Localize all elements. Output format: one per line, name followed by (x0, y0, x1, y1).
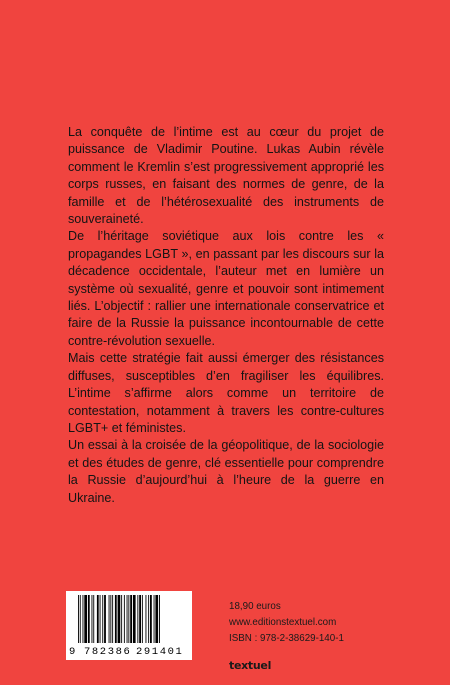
blurb-paragraph-4: Un essai à la croisée de la géopolitique, de la sociologie et des études de genre, clé essentielle pour comprendre la Russie d’aujourd’hui à l’heure de la guerre en Ukraine. (68, 438, 384, 505)
barcode-bars (70, 595, 188, 643)
barcode-digits-right: 291401 (136, 646, 184, 658)
publication-info (229, 599, 344, 648)
blurb-paragraph-1: La conquête de l’intime est au cœur du projet de puissance de Vladimir Poutine. Lukas Aubin révèle comment le Kremlin s’est progressivement approprié les corps russes, en faisant des normes de genre, de la famille et de l’hétérosexualité des instruments de souveraineté. (68, 125, 384, 227)
barcode-digit-first: 9 (69, 646, 76, 658)
blurb (68, 124, 384, 507)
website: www.editionstextuel.com (229, 617, 337, 629)
barcode-digits-left: 782386 (84, 646, 132, 658)
blurb-paragraph-2: De l’héritage soviétique aux lois contre les « propagandes LGBT », en passant par les discours sur la décadence occidentale, l’auteur met en lumière un système où sexualité, genre et pouvoir sont intimement liés. L’objectif : rallier une internationale conservatrice et faire de la Russie la puissance incontournable de cette contre-révolution sexuelle. (68, 229, 384, 348)
price: 18,90 euros (229, 601, 281, 612)
publisher-logo: textuel (229, 659, 272, 672)
barcode (66, 591, 192, 660)
isbn: ISBN : 978-2-38629-140-1 (229, 633, 344, 645)
blurb-paragraph-3: Mais cette stratégie fait aussi émerger des résistances diffuses, susceptibles d’en fragiliser les équilibres. L’intime s’affirme alors comme un territoire de contestation, notamment à travers les contre-cultures LGBT+ et féministes. (68, 351, 384, 435)
